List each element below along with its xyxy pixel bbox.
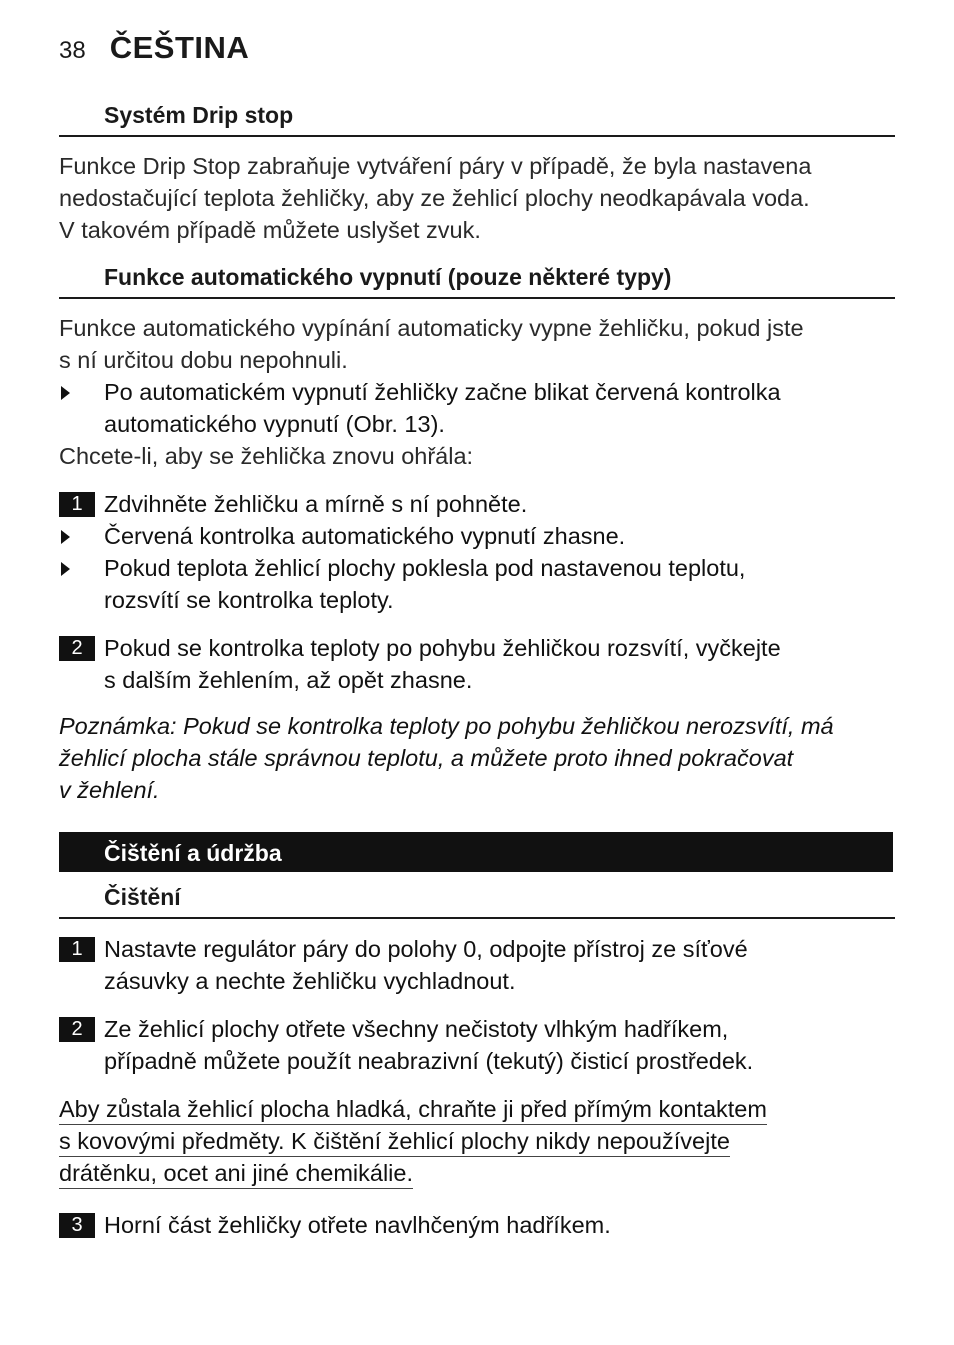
bullet-item xyxy=(59,520,895,552)
step-item xyxy=(59,933,895,997)
page-header xyxy=(59,30,249,80)
page-language-title: ČEŠTINA xyxy=(109,30,250,65)
step-text xyxy=(104,632,895,696)
auto-off-heading: Funkce automatického vypnutí (pouze některé typy) xyxy=(59,260,895,299)
section-title-bar: Čištění a údržba xyxy=(59,832,893,872)
reheat-intro: Chcete-li, aby se žehlička znovu ohřála: xyxy=(59,443,474,469)
note-line: Poznámka: Pokud se kontrolka teploty po pohybu žehličkou nerozsvítí, má xyxy=(59,713,834,739)
step-number: 3 xyxy=(59,1209,104,1241)
bullet-line: Po automatickém vypnutí žehličky začne blikat červená kontrolka xyxy=(104,379,781,405)
step-number: 1 xyxy=(59,933,104,965)
cleaning-heading: Čištění xyxy=(59,880,895,919)
step-line: případně můžete použít neabrazivní (tekutý) čisticí prostředek. xyxy=(104,1048,754,1074)
step-line: Ze žehlicí plochy otřete všechny nečistoty vlhkým hadříkem, xyxy=(104,1016,729,1042)
bullet-icon xyxy=(59,376,104,408)
drip-stop-paragraph xyxy=(59,150,895,246)
paragraph-line: Funkce automatického vypínání automaticky vypne žehličku, pokud jste xyxy=(59,315,804,341)
step-item xyxy=(59,1209,895,1241)
note-line: žehlicí plocha stále správnou teplotu, a můžete proto ihned pokračovat xyxy=(59,745,794,771)
step-item xyxy=(59,1013,895,1077)
step-line: Nastavte regulátor páry do polohy 0, odpojte přístroj ze síťové xyxy=(104,936,748,962)
bullet-item xyxy=(59,376,895,440)
note-line: v žehlení. xyxy=(59,777,160,803)
warning-paragraph xyxy=(59,1093,895,1189)
step-text xyxy=(104,1013,895,1077)
step-line: Pokud se kontrolka teploty po pohybu žehličkou rozsvítí, vyčkejte xyxy=(104,635,781,661)
step-line: s dalším žehlením, až opět zhasne. xyxy=(104,667,473,693)
bullet-line: rozsvítí se kontrolka teploty. xyxy=(104,587,394,613)
paragraph-line: Funkce Drip Stop zabraňuje vytváření páry v případě, že byla nastavena xyxy=(59,153,812,179)
step-item xyxy=(59,488,895,520)
paragraph-line: nedostačující teplota žehličky, aby ze žehlicí plochy neodkapávala voda. xyxy=(59,185,810,211)
paragraph-line: V takovém případě můžete uslyšet zvuk. xyxy=(59,217,481,243)
step-line: zásuvky a nechte žehličku vychladnout. xyxy=(104,968,516,994)
bullet-text xyxy=(104,376,895,440)
bullet-line: Pokud teplota žehlicí plochy poklesla pod nastavenou teplotu, xyxy=(104,555,746,581)
bullet-text: Červená kontrolka automatického vypnutí zhasne. xyxy=(104,523,626,549)
auto-off-intro xyxy=(59,312,895,376)
bullet-icon xyxy=(59,552,104,584)
drip-stop-heading: Systém Drip stop xyxy=(59,98,895,137)
bullet-line: automatického vypnutí (Obr. 13). xyxy=(104,411,445,437)
warning-line: Aby zůstala žehlicí plocha hladká, chraňte ji před přímým kontaktem xyxy=(59,1094,767,1125)
step-item xyxy=(59,632,895,696)
step-number: 2 xyxy=(59,632,104,664)
page-content xyxy=(59,98,895,1241)
step-number: 1 xyxy=(59,488,104,520)
bullet-icon xyxy=(59,520,104,552)
page-number: 38 xyxy=(59,37,86,64)
warning-line: s kovovými předměty. K čištění žehlicí plochy nikdy nepoužívejte xyxy=(59,1126,730,1157)
bullet-item xyxy=(59,552,895,616)
note xyxy=(59,710,895,806)
step-text: Horní část žehličky otřete navlhčeným hadříkem. xyxy=(104,1212,611,1238)
step-text: Zdvihněte žehličku a mírně s ní pohněte. xyxy=(104,491,528,517)
paragraph-line: s ní určitou dobu nepohnuli. xyxy=(59,347,348,373)
warning-line: drátěnku, ocet ani jiné chemikálie. xyxy=(59,1158,413,1189)
step-number: 2 xyxy=(59,1013,104,1045)
bullet-text xyxy=(104,552,895,616)
step-text xyxy=(104,933,895,997)
